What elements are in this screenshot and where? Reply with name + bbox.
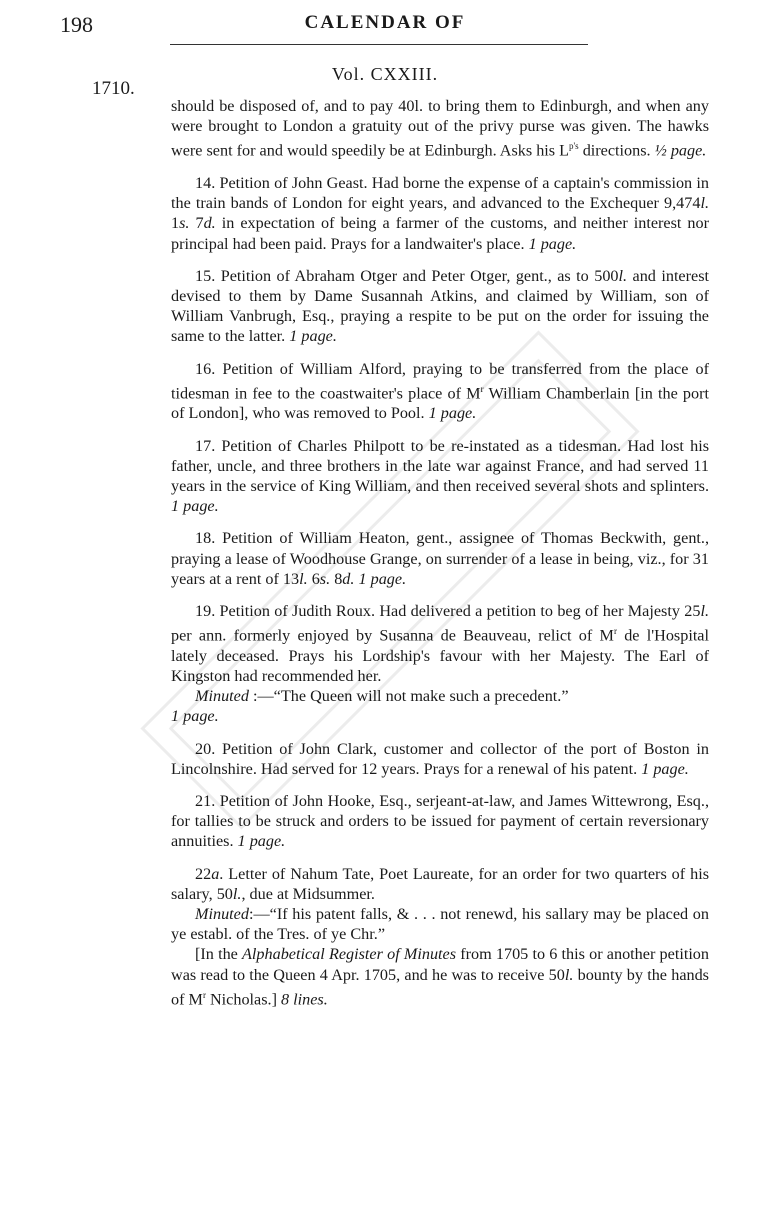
entry-22a-note: [In the Alphabetical Register of Minutes from 1705 to 6 this or another petition was read to the Queen 4 Apr. 1705, and he was to receive 50l. bounty by the hands of $M^r$ Nicholas.] 8 lines. bbox=[171, 945, 709, 1009]
entry-18: 18. Petition of William Heaton, gent., assignee of Thomas Beckwith, gent., praying a lease of Woodhouse Grange, on surrender of a lease in being, viz., for 31 years at a rent of 13l. 6s. 8d. 1 page. bbox=[171, 529, 709, 588]
year-margin: 1710. bbox=[92, 78, 135, 99]
entry-17: 17. Petition of Charles Philpott to be re-instated as a tidesman. Had lost his father, uncle, and three brothers in the late war against France, and had served 11 years in the service of King William, and then received several shots and splinters. 1 page. bbox=[171, 436, 709, 516]
page-number: 198 bbox=[60, 12, 93, 37]
entry-22a: 22a. Letter of Nahum Tate, Poet Laureate, for an order for two quarters of his salary, 50l., due at Midsummer. bbox=[171, 864, 709, 903]
entry-15: 15. Petition of Abraham Otger and Peter Otger, gent., as to 500l. and interest devised to them by Dame Susannah Atkins, and claimed by William, son of William Vanbrugh, Esq., praying a respite to be put on the order for issuing the same to the latter. 1 page. bbox=[171, 266, 709, 346]
volume-heading: Vol. CXXIII. bbox=[331, 64, 439, 84]
entry-16: 16. Petition of William Alford, praying to be transferred from the place of tidesman in fee to the coastwaiter's place of $M^r$ William Chamberlain [in the port of London], who was removed to Pool. 1 page. bbox=[171, 359, 710, 423]
entry-20: 20. Petition of John Clark, customer and collector of the port of Boston in Lincolnshire. Had served for 12 years. Prays for a renewal of his patent. 1 page. bbox=[171, 739, 709, 778]
entry-19-size: 1 page. bbox=[171, 707, 219, 726]
header-rule bbox=[170, 44, 588, 45]
entry-continuation: should be disposed of, and to pay 40l. to bring them to Edinburgh, and when any were brought to London a gratuity out of the privy purse was given. The hawks were sent for and would speedily be at Edinburgh. Asks his $L^{p's}$ directions. ½ page. bbox=[171, 97, 709, 160]
entry-22a-minute: Minuted:—“If his patent falls, & . . . not renewd, his sallary may be placed on ye establ. of the Tres. of ye Chr.” bbox=[171, 905, 709, 944]
entry-14: 14. Petition of John Geast. Had borne the expense of a captain's commission in the train bands of London for eight years, and advanced to the Exchequer 9,474l. 1s. 7d. in expectation of being a farmer of the customs, and neither interest nor principal had been paid. Prays for a landwaiter's place. 1 page. bbox=[171, 174, 709, 253]
entry-19-minute: Minuted :—“The Queen will not make such a precedent.” bbox=[195, 687, 569, 706]
entry-21: 21. Petition of John Hooke, Esq., serjeant-at-law, and James Wittewrong, Esq., for tallies to be struck and orders to be issued for payment of certain reversionary annuities. 1 page. bbox=[171, 792, 709, 851]
entry-19: 19. Petition of Judith Roux. Had delivered a petition to beg of her Majesty 25l. per ann. formerly enjoyed by Susanna de Beauveau, relict of $M^r$ de l'Hospital lately deceased. Prays his Lordship's favour with her Majesty. The Earl of Kingston had recommended her. bbox=[171, 602, 709, 686]
calendar-body bbox=[171, 96, 709, 1009]
running-head: CALENDAR OF bbox=[304, 12, 466, 33]
